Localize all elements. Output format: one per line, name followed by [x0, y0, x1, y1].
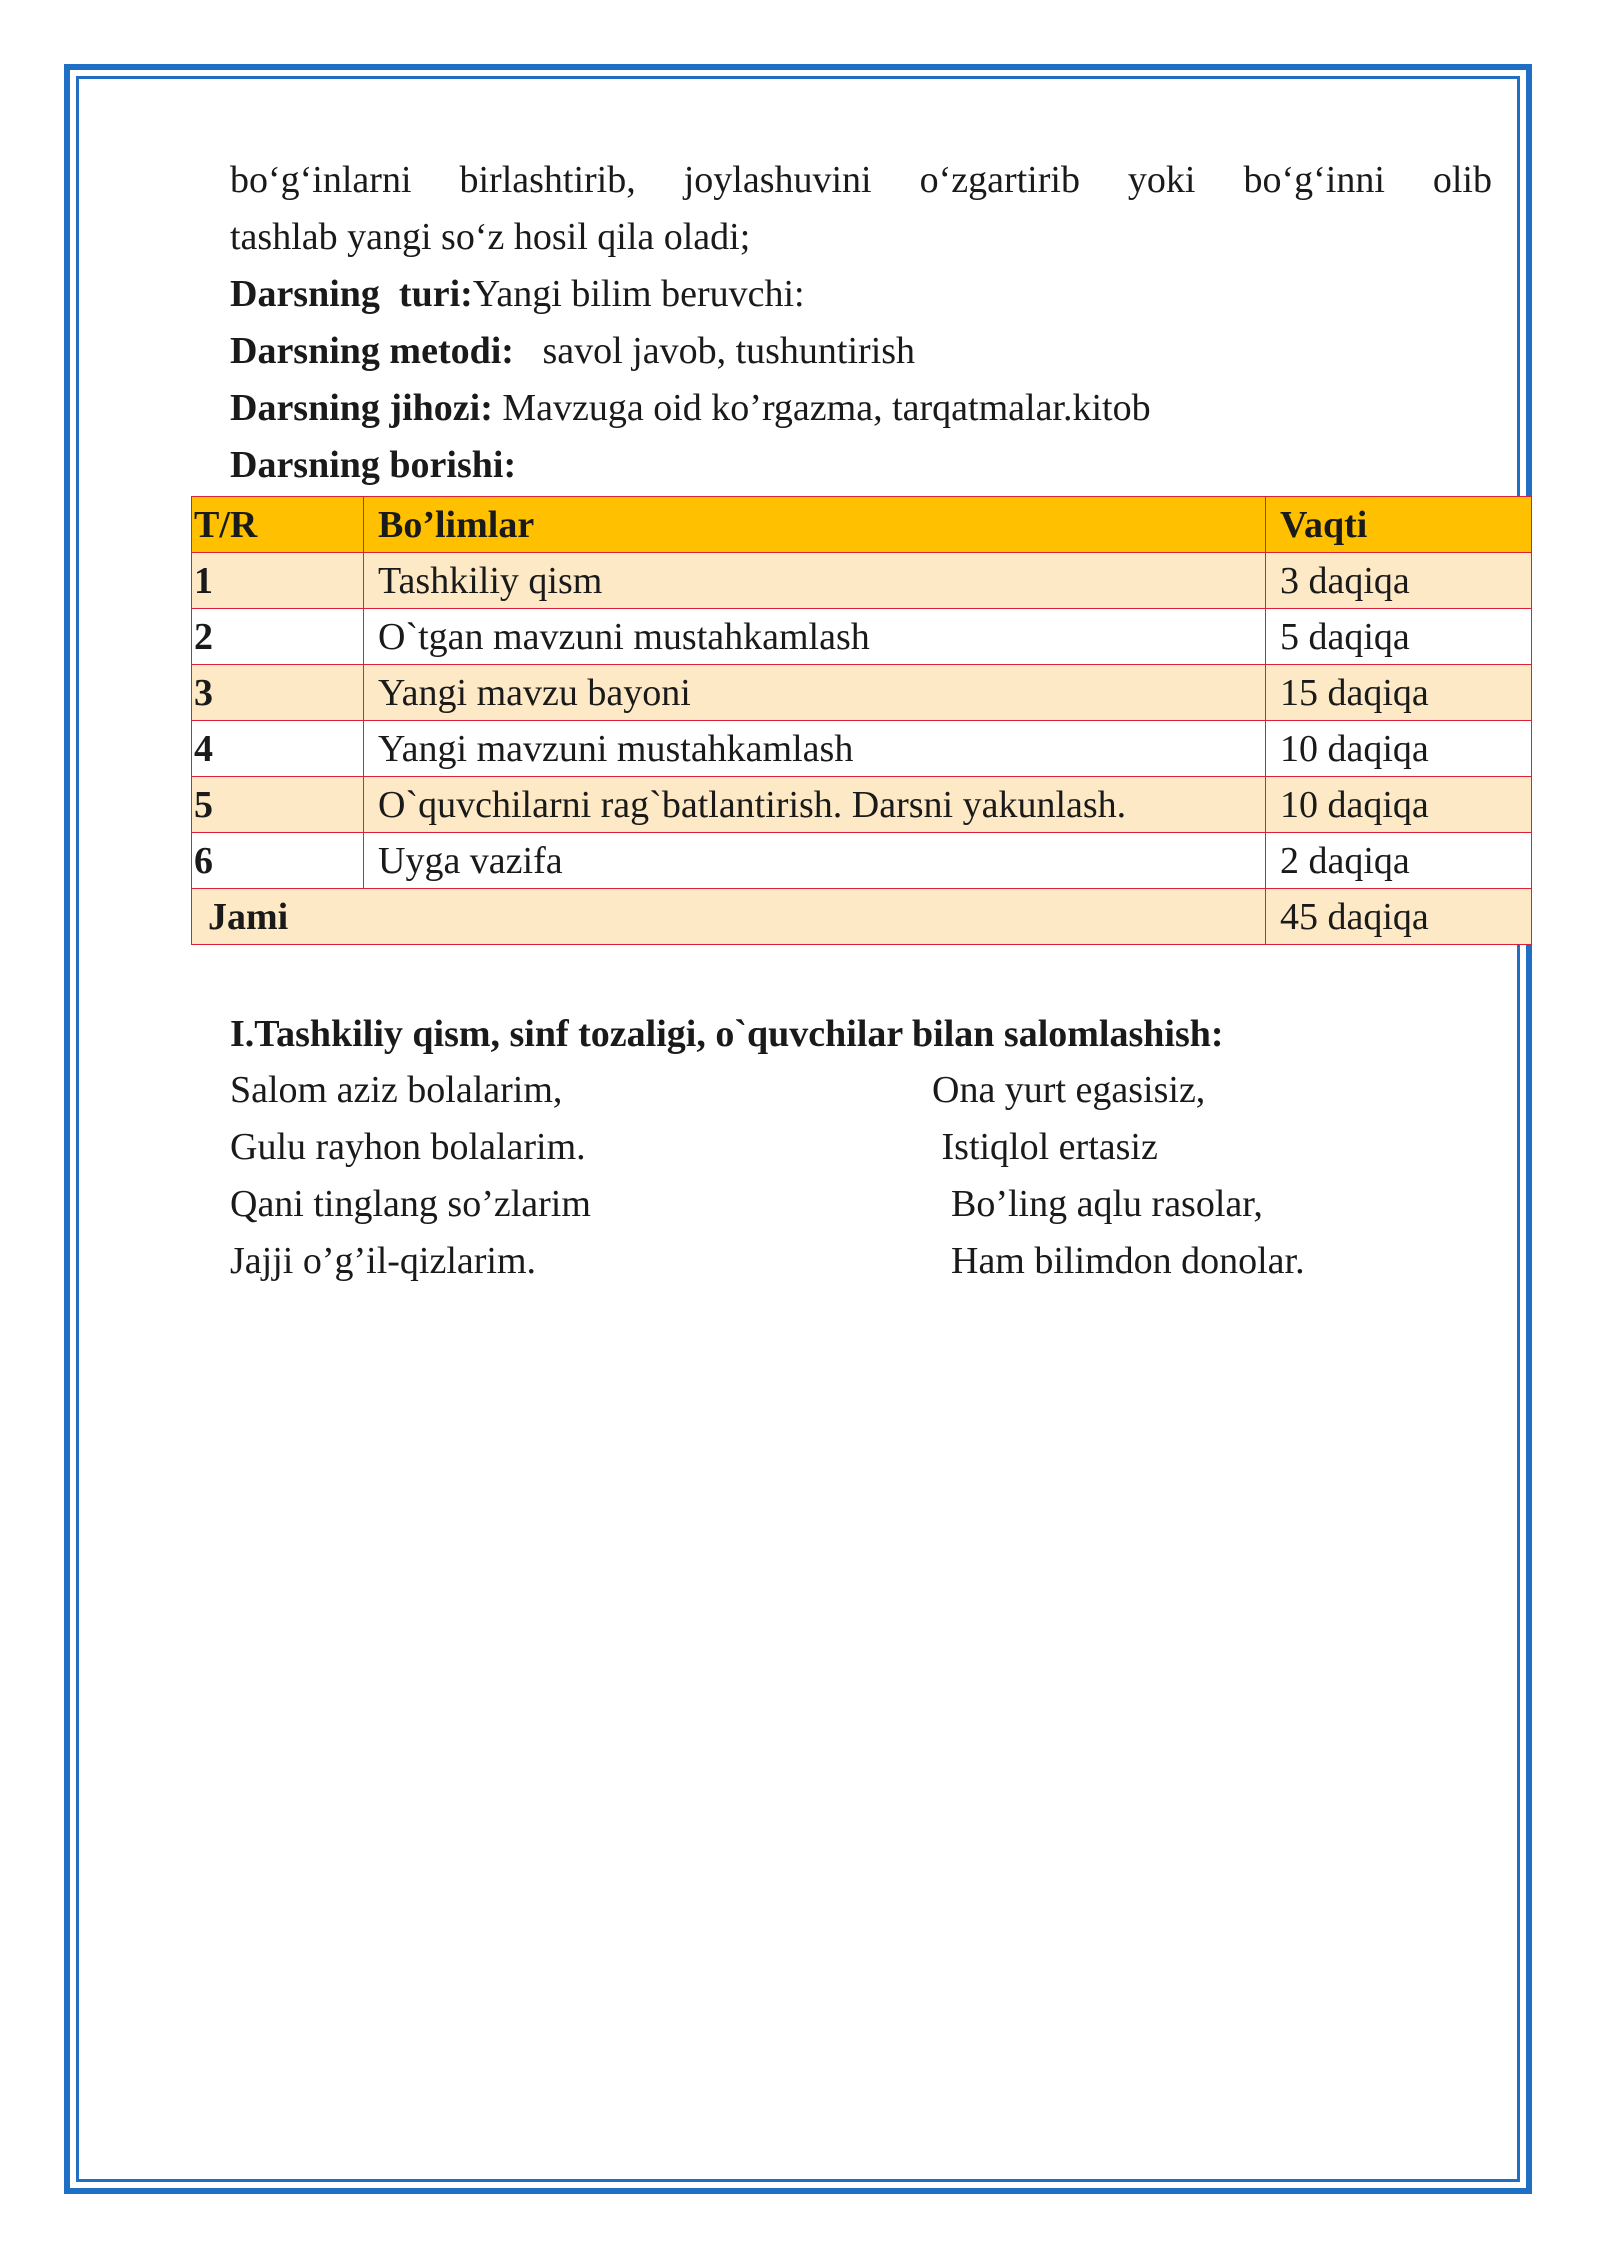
lesson-type	[230, 266, 1492, 323]
table-row	[192, 833, 1532, 889]
row-number: 4	[192, 721, 364, 777]
table-row	[192, 553, 1532, 609]
table-row	[192, 721, 1532, 777]
lesson-progress-heading	[230, 437, 1492, 494]
intro-line-1: bo‘g‘inlarni birlashtirib, joylashuvini o‘zgartirib yoki bo‘g‘inni olib	[230, 159, 1492, 201]
poem-line: Qani tinglang so’zlarim	[230, 1183, 591, 1225]
poem-left-column	[230, 1062, 591, 1290]
poem-line: Istiqlol ertasiz	[932, 1126, 1158, 1168]
lesson-method	[230, 323, 1492, 380]
header-sections: Bo’limlar	[364, 497, 1266, 553]
poem-right-column	[932, 1062, 1305, 1290]
row-time: 10 daqiqa	[1266, 777, 1532, 833]
row-section: Tashkiliy qism	[364, 553, 1266, 609]
lesson-method-label: Darsning metodi:	[230, 330, 514, 372]
row-time: 10 daqiqa	[1266, 721, 1532, 777]
row-section: Yangi mavzu bayoni	[364, 665, 1266, 721]
poem-line: Ham bilimdon donolar.	[932, 1240, 1305, 1282]
lesson-equipment	[230, 380, 1492, 437]
lesson-type-label: Darsning turi:	[230, 273, 473, 315]
table-row	[192, 665, 1532, 721]
row-number: 2	[192, 609, 364, 665]
section-heading-text: I.Tashkiliy qism, sinf tozaligi, o`quvchilar bilan salomlashish:	[230, 1013, 1224, 1055]
header-number: T/R	[192, 497, 364, 553]
poem-line: Jajji o’g’il-qizlarim.	[230, 1240, 537, 1282]
poem-line: Ona yurt egasisiz,	[932, 1069, 1206, 1111]
row-time: 3 daqiqa	[1266, 553, 1532, 609]
row-number: 3	[192, 665, 364, 721]
row-number: 5	[192, 777, 364, 833]
lesson-equipment-value: Mavzuga oid ko’rgazma, tarqatmalar.kitob	[492, 387, 1151, 429]
lesson-plan-table	[191, 496, 1532, 945]
lesson-equipment-label: Darsning jihozi:	[230, 387, 493, 429]
section-heading	[230, 1006, 1492, 1063]
table-total-row	[192, 889, 1532, 945]
row-section: Uyga vazifa	[364, 833, 1266, 889]
row-number: 1	[192, 553, 364, 609]
poem-line: Gulu rayhon bolalarim.	[230, 1126, 586, 1168]
row-section: Yangi mavzuni mustahkamlash	[364, 721, 1266, 777]
poem-line: Salom aziz bolalarim,	[230, 1069, 563, 1111]
row-time: 5 daqiqa	[1266, 609, 1532, 665]
row-section: O`quvchilarni rag`batlantirish. Darsni yakunlash.	[364, 777, 1266, 833]
row-number: 6	[192, 833, 364, 889]
poem-line: Bo’ling aqlu rasolar,	[932, 1183, 1263, 1225]
row-section: O`tgan mavzuni mustahkamlash	[364, 609, 1266, 665]
header-time: Vaqti	[1266, 497, 1532, 553]
lesson-method-value: savol javob, tushuntirish	[513, 330, 916, 372]
row-time: 2 daqiqa	[1266, 833, 1532, 889]
lesson-progress-label: Darsning borishi:	[230, 444, 517, 486]
table-row	[192, 777, 1532, 833]
table-row	[192, 609, 1532, 665]
intro-block	[230, 152, 1492, 494]
intro-line-2: tashlab yangi so‘z hosil qila oladi;	[230, 216, 751, 258]
table-header-row	[192, 497, 1532, 553]
row-time: 15 daqiqa	[1266, 665, 1532, 721]
total-label: Jami	[192, 889, 1266, 945]
total-value: 45 daqiqa	[1266, 889, 1532, 945]
lesson-type-value: Yangi bilim beruvchi:	[472, 273, 805, 315]
